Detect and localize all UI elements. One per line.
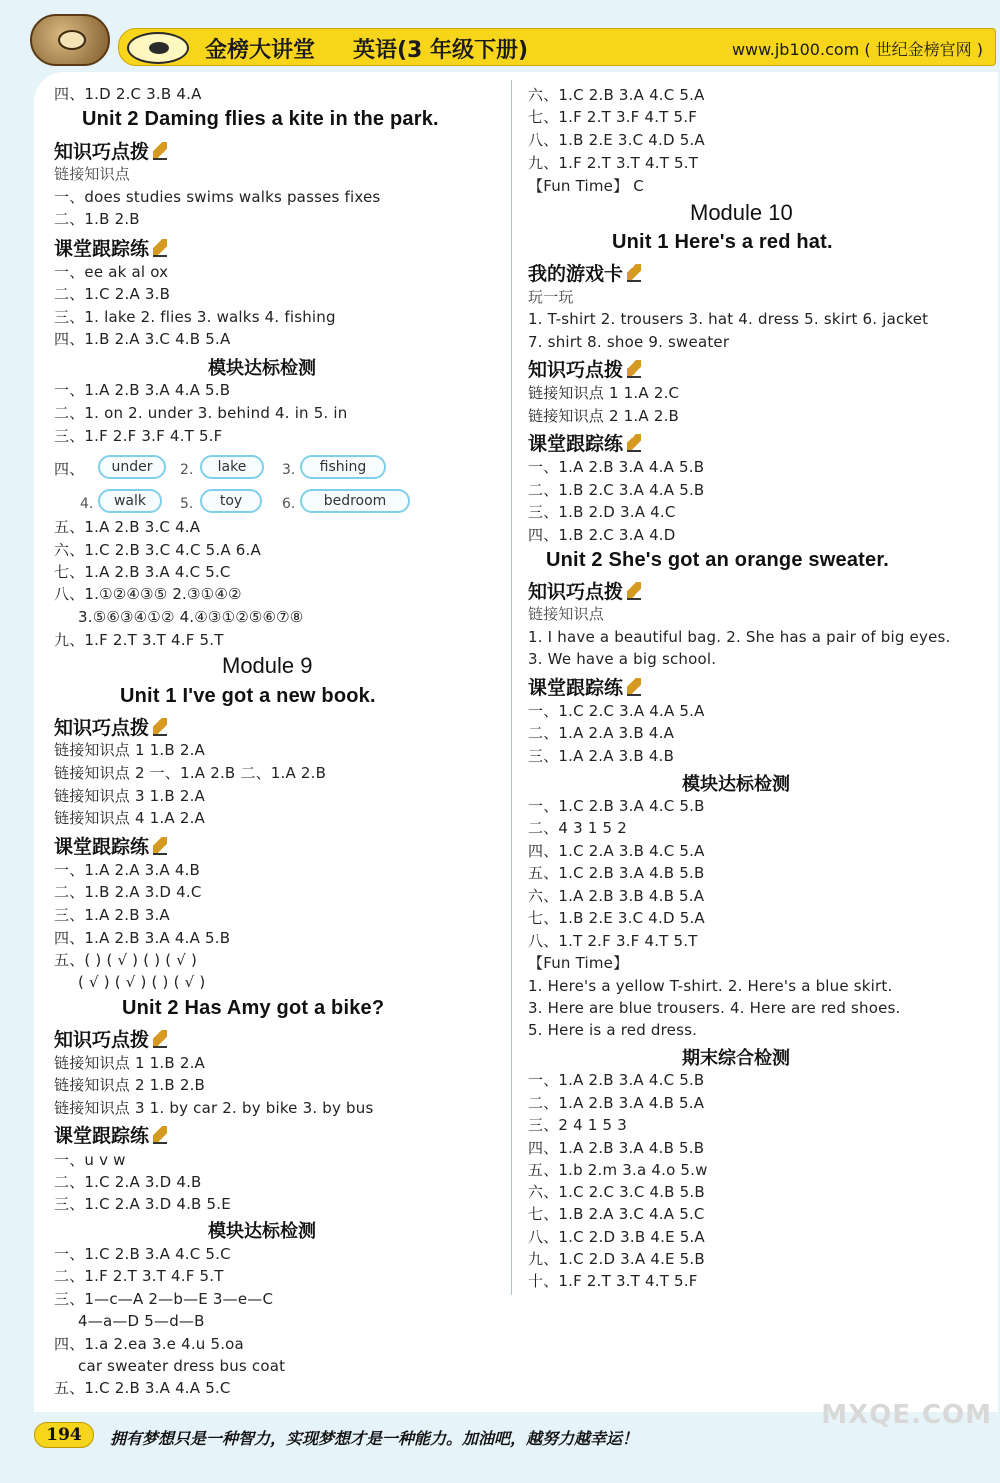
- answer-line: 一、ee ak al ox: [54, 263, 169, 281]
- answer-line: 一、u v w: [54, 1151, 126, 1169]
- answer-line: ( √ ) ( √ ) ( ) ( √ ): [78, 973, 206, 991]
- pencil-icon: [627, 678, 641, 696]
- answer-oval: fishing: [300, 455, 386, 479]
- answer-line: 链接知识点 1 1.B 2.A: [54, 1054, 206, 1072]
- website-url: www.jb100.com ( 世纪金榜官网 ): [731, 40, 983, 59]
- book-title: 金榜大讲堂: [205, 38, 316, 63]
- pencil-icon: [627, 264, 641, 282]
- unit-title: Unit 2 She's got an orange sweater.: [546, 549, 889, 571]
- center-heading: 模块达标检测: [682, 774, 790, 795]
- section-label: 知识巧点拨: [54, 717, 150, 739]
- section-heading: [54, 1025, 167, 1052]
- section-heading: [54, 1121, 167, 1148]
- answer-line: 链接知识点 1 1.A 2.C: [528, 384, 680, 402]
- answer-line: 一、1.C 2.B 3.A 4.C 5.C: [54, 1245, 231, 1263]
- answer-line: 九、1.C 2.D 3.A 4.E 5.B: [528, 1250, 705, 1268]
- answer-line: 一、1.A 2.B 3.A 4.A 5.B: [528, 458, 705, 476]
- answer-line: 三、1.C 2.A 3.D 4.B 5.E: [54, 1195, 231, 1213]
- answer-line: 一、1.C 2.B 3.A 4.C 5.B: [528, 797, 705, 815]
- answer-line: 3. We have a big school.: [528, 650, 717, 668]
- module-title: Module 10: [690, 200, 793, 225]
- answer-line: 二、1.C 2.A 3.D 4.B: [54, 1173, 202, 1191]
- answer-line: 七、1.B 2.E 3.C 4.D 5.A: [528, 909, 705, 927]
- answer-line: 九、1.F 2.T 3.T 4.T 5.T: [528, 154, 699, 172]
- section-heading: [528, 429, 641, 456]
- answer-line: 三、1.A 2.B 3.A: [54, 906, 170, 924]
- answer-line: 四、1.C 2.A 3.B 4.C 5.A: [528, 842, 705, 860]
- answer-line: 四、1.a 2.ea 3.e 4.u 5.oa: [54, 1335, 244, 1353]
- answer-line: 4—a—D 5—d—B: [78, 1312, 205, 1330]
- center-heading: 模块达标检测: [208, 358, 316, 379]
- answer-line: 十、1.F 2.T 3.T 4.T 5.F: [528, 1272, 698, 1290]
- pencil-icon: [153, 1126, 167, 1144]
- answer-line: 六、1.C 2.B 3.C 4.C 5.A 6.A: [54, 541, 261, 559]
- unit-title: Unit 1 I've got a new book.: [120, 685, 376, 707]
- answer-line: 八、1.①②④③⑤ 2.③①④②: [54, 585, 242, 603]
- answer-oval: bedroom: [300, 489, 410, 513]
- answer-line: 三、1.F 2.F 3.F 4.T 5.F: [54, 427, 223, 445]
- answer-line: 八、1.C 2.D 3.B 4.E 5.A: [528, 1228, 705, 1246]
- answer-line: 六、1.C 2.B 3.A 4.C 5.A: [528, 86, 705, 104]
- answer-line: 六、1.C 2.C 3.C 4.B 5.B: [528, 1183, 705, 1201]
- answer-line: 链接知识点 3 1.B 2.A: [54, 787, 206, 805]
- answer-line: 四、1.A 2.B 3.A 4.B 5.B: [528, 1139, 705, 1157]
- section-label: 课堂跟踪练: [528, 677, 624, 699]
- answer-line: 五、1.C 2.B 3.A 4.A 5.C: [54, 1379, 231, 1397]
- answer-line: 一、does studies swims walks passes fixes: [54, 188, 381, 206]
- section-label: 知识巧点拨: [54, 141, 150, 163]
- answer-line: 二、1.B 2.C 3.A 4.A 5.B: [528, 481, 705, 499]
- header-bar: [118, 28, 996, 66]
- answer-line: 二、1.F 2.T 3.T 4.F 5.T: [54, 1267, 224, 1285]
- unit-title: Unit 2 Daming flies a kite in the park.: [82, 108, 439, 130]
- page-header: [0, 0, 1000, 72]
- answer-line: 四、1.A 2.B 3.A 4.A 5.B: [54, 929, 231, 947]
- answer-line: 链接知识点 4 1.A 2.A: [54, 809, 205, 827]
- answer-line: 【Fun Time】: [528, 954, 629, 972]
- answer-line: 一、1.A 2.A 3.A 4.B: [54, 861, 201, 879]
- answer-line: 链接知识点: [54, 165, 131, 183]
- pencil-icon: [153, 718, 167, 736]
- section-label: 知识巧点拨: [54, 1029, 150, 1051]
- answer-line: 二、1. on 2. under 3. behind 4. in 5. in: [54, 404, 348, 422]
- section-heading: [528, 673, 641, 700]
- oval-number: 6.: [282, 496, 296, 512]
- section-heading: [54, 832, 167, 859]
- answer-line: 七、1.B 2.A 3.C 4.A 5.C: [528, 1205, 705, 1223]
- motto-text: 拥有梦想只是一种智力，实现梦想才是一种能力。加油吧，越努力越幸运！: [110, 1429, 639, 1448]
- unit-title: Unit 1 Here's a red hat.: [612, 231, 833, 253]
- answer-line: 二、1.B 2.B: [54, 210, 140, 228]
- answer-line: 三、1.A 2.A 3.B 4.B: [528, 747, 675, 765]
- answer-line: 五、1.b 2.m 3.a 4.o 5.w: [528, 1161, 708, 1179]
- answer-line: 玩一玩: [528, 288, 574, 306]
- answer-line: 二、1.A 2.B 3.A 4.B 5.A: [528, 1094, 705, 1112]
- answer-line: 一、1.C 2.C 3.A 4.A 5.A: [528, 702, 705, 720]
- answer-line: 链接知识点 2 1.A 2.B: [528, 407, 680, 425]
- answer-line: 三、1.B 2.D 3.A 4.C: [528, 503, 676, 521]
- answer-line: 三、1. lake 2. flies 3. walks 4. fishing: [54, 308, 336, 326]
- pencil-icon: [627, 434, 641, 452]
- oval-number: 4.: [80, 496, 94, 512]
- answer-line: 五、1.C 2.B 3.A 4.B 5.B: [528, 864, 705, 882]
- answer-line: 七、1.A 2.B 3.A 4.C 5.C: [54, 563, 231, 581]
- mascot-logo-icon: [30, 14, 110, 66]
- answer-line: 3. Here are blue trousers. 4. Here are red shoes.: [528, 999, 901, 1017]
- answer-line: 链接知识点: [528, 605, 605, 623]
- answer-line: 1. T-shirt 2. trousers 3. hat 4. dress 5. skirt 6. jacket: [528, 310, 929, 328]
- answer-line: 7. shirt 8. shoe 9. sweater: [528, 333, 730, 351]
- section-label: 我的游戏卡: [528, 263, 624, 285]
- pencil-icon: [627, 360, 641, 378]
- answer-oval: walk: [98, 489, 162, 513]
- center-heading: 模块达标检测: [208, 1221, 316, 1242]
- section-heading: [528, 259, 641, 286]
- answer-line: 二、1.B 2.A 3.D 4.C: [54, 883, 202, 901]
- pencil-icon: [153, 837, 167, 855]
- answer-line: 四、1.D 2.C 3.B 4.A: [54, 85, 202, 103]
- answer-line: 二、1.C 2.A 3.B: [54, 285, 171, 303]
- answer-line: 八、1.T 2.F 3.F 4.T 5.T: [528, 932, 698, 950]
- page-number: 194: [34, 1422, 94, 1448]
- answer-line: 四、1.B 2.C 3.A 4.D: [528, 526, 676, 544]
- answer-line: 链接知识点 3 1. by car 2. by bike 3. by bus: [54, 1099, 374, 1117]
- answer-line: 【Fun Time】 C: [528, 177, 644, 195]
- pencil-icon: [153, 1030, 167, 1048]
- section-heading: [54, 713, 167, 740]
- section-label: 课堂跟踪练: [54, 1125, 150, 1147]
- center-heading: 期末综合检测: [682, 1048, 790, 1069]
- answer-line: 四、: [54, 460, 85, 478]
- subject-title: 英语(3 年级下册): [353, 38, 529, 63]
- answer-line: 八、1.B 2.E 3.C 4.D 5.A: [528, 131, 705, 149]
- answer-line: car sweater dress bus coat: [78, 1357, 286, 1375]
- answer-line: 七、1.F 2.T 3.F 4.T 5.F: [528, 108, 698, 126]
- answer-line: 六、1.A 2.B 3.B 4.B 5.A: [528, 887, 705, 905]
- column-divider: [511, 80, 512, 1295]
- oval-number: 2.: [180, 462, 194, 478]
- answer-line: 五、1.A 2.B 3.C 4.A: [54, 518, 201, 536]
- section-label: 课堂跟踪练: [54, 836, 150, 858]
- answer-oval: toy: [200, 489, 262, 513]
- answer-oval: under: [98, 455, 166, 479]
- section-label: 知识巧点拨: [528, 581, 624, 603]
- answer-line: 5. Here is a red dress.: [528, 1021, 698, 1039]
- pencil-icon: [153, 239, 167, 257]
- answer-line: 二、1.A 2.A 3.B 4.A: [528, 724, 675, 742]
- answer-line: 五、( ) ( √ ) ( ) ( √ ): [54, 951, 198, 969]
- answer-line: 链接知识点 2 1.B 2.B: [54, 1076, 206, 1094]
- section-label: 课堂跟踪练: [54, 238, 150, 260]
- answer-line: 链接知识点 2 一、1.A 2.B 二、1.A 2.B: [54, 764, 327, 782]
- section-label: 知识巧点拨: [528, 359, 624, 381]
- unit-title: Unit 2 Has Amy got a bike?: [122, 997, 385, 1019]
- section-heading: [528, 355, 641, 382]
- section-label: 课堂跟踪练: [528, 433, 624, 455]
- answer-line: 3.⑤⑥③④①② 4.④③①②⑤⑥⑦⑧: [78, 608, 304, 626]
- oval-number: 5.: [180, 496, 194, 512]
- answer-line: 九、1.F 2.T 3.T 4.F 5.T: [54, 631, 224, 649]
- watermark: MXQE.COM: [821, 1400, 992, 1430]
- answer-line: 二、4 3 1 5 2: [528, 819, 627, 837]
- answer-oval: lake: [200, 455, 264, 479]
- answer-line: 1. I have a beautiful bag. 2. She has a pair of big eyes.: [528, 628, 951, 646]
- answer-line: 链接知识点 1 1.B 2.A: [54, 741, 206, 759]
- answer-line: 四、1.B 2.A 3.C 4.B 5.A: [54, 330, 231, 348]
- answer-line: 三、1—c—A 2—b—E 3—e—C: [54, 1290, 274, 1308]
- answer-line: 1. Here's a yellow T-shirt. 2. Here's a blue skirt.: [528, 977, 893, 995]
- answer-line: 一、1.A 2.B 3.A 4.A 5.B: [54, 381, 231, 399]
- pencil-icon: [627, 582, 641, 600]
- section-heading: [54, 234, 167, 261]
- module-title: Module 9: [222, 653, 313, 678]
- oval-number: 3.: [282, 462, 296, 478]
- answer-line: 三、2 4 1 5 3: [528, 1116, 627, 1134]
- section-heading: [528, 577, 641, 604]
- brand-eye-icon: [127, 32, 189, 64]
- section-heading: [54, 137, 167, 164]
- pencil-icon: [153, 142, 167, 160]
- answer-line: 一、1.A 2.B 3.A 4.C 5.B: [528, 1071, 705, 1089]
